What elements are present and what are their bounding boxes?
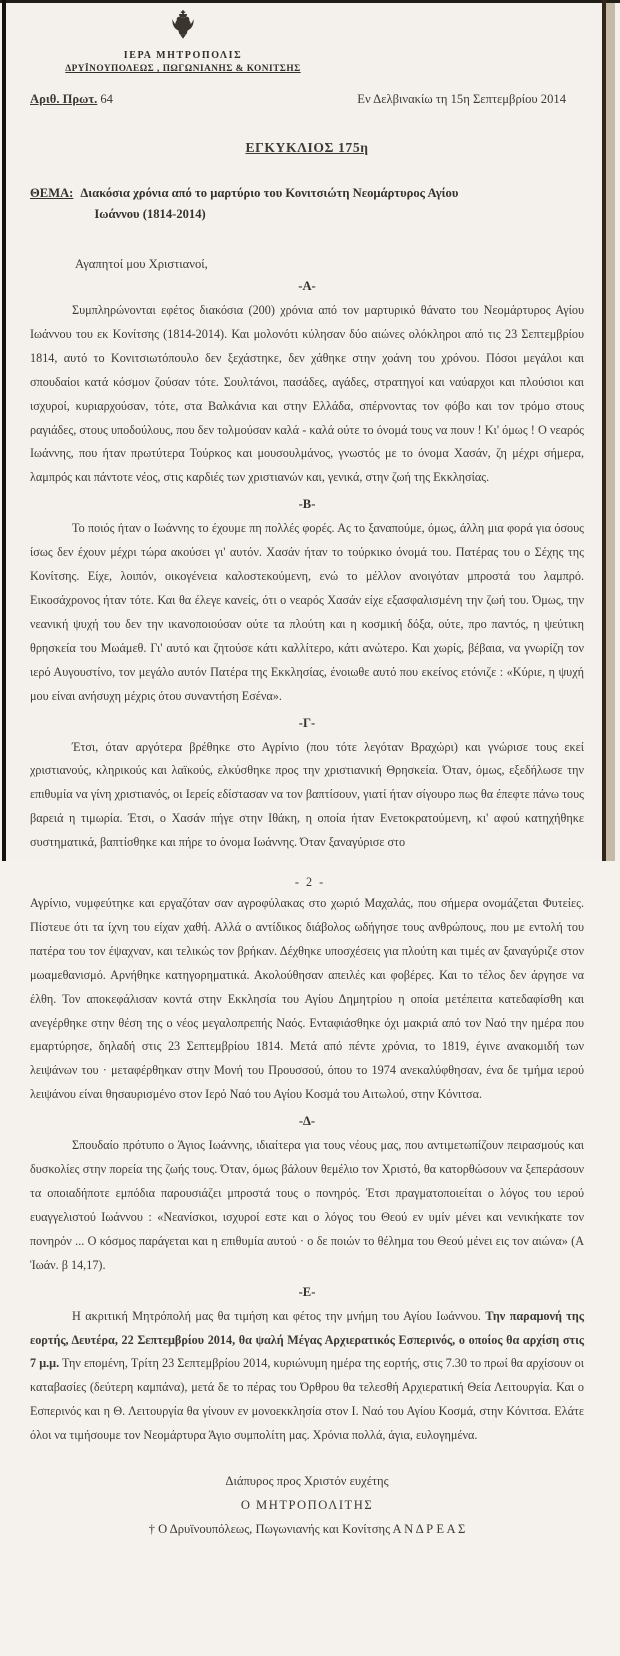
protocol-number: 64 <box>100 92 113 106</box>
section-marker-a: -Α- <box>298 279 316 293</box>
document-title: ΕΓΚΥΚΛΙΟΣ 175η <box>245 140 369 155</box>
section-marker-c: -Γ- <box>298 715 316 730</box>
metropolis-regions: ΔΡΥΪΝΟΥΠΟΛΕΩΣ , ΠΩΓΩΝΙΑΝΗΣ & ΚΟΝΙΤΣΗΣ <box>65 64 301 74</box>
paragraph-d: Σπουδαίο πρότυπο ο Άγιος Ιωάννης, ιδιαίτερα για τους νέους μας, που αντιμετωπίζουν πειρασμούς και δυσκολίες στην πορεία της ζωής τους. Όταν, όμως βάλουν θεμέλιο τον Χριστό, θα κατορθώσουν να ξεπεράσουν τα οποιαδήποτε εμπόδια παρουσιάζει μπροστά τους ο πονηρός. Έτσι πραγματοποιείται ο λόγος του ιερού ευαγγελιστού Ιωάννου : «Νεανίσκοι, ισχυροί εστε και ο λόγος του Θεού εν υμίν μένει και νενικήκατε τον πονηρόν ... Ο κόσμος παράγεται και η επιθυμία αυτού · ο δε ποιών το θέλημα του Θεού μένει εις τον αιώνα» (Α Ἰωάν. β 14,17). <box>30 1138 584 1272</box>
subject-line-1: Διακόσια χρόνια από το μαρτύριο του Κονιτσιώτη Νεομάρτυρος Αγίου <box>80 186 459 200</box>
paragraph-a: Συμπληρώνονται εφέτος διακόσια (200) χρόνια από τον μαρτυρικό θάνατο του Νεομάρτυρος Αγίου Ιωάννου του εκ Κονίτσης (1814-2014). Και μολονότι κύλησαν δύο αιώνες ολόκληροι από τις 23 Σεπτεμβρίου 1814, αυτό το Κονιτσιωτόπουλο δεν ξεχάστηκε, δεν χάθηκε στην χοάνη του χρόνου. Πόσοι μεγάλοι και σπουδαίοι κατά κόσμον ζούσαν τότε. Σουλτάνοι, πασάδες, αγάδες, στρατηγοί και ναύαρχοι και πλούσιοι και ισχυροί, κυριαρχούσαν, τότε, στα Βαλκάνια και στην Ελλάδα, σπέρνοντας τον φόβο και τον τρόμο στους ραγιάδες, στους υποδούλους, που δεν τολμούσαν καλά - καλά ούτε το όνομά τους να πουν ! Κι' όμως ! Ο νεαρός Ιωάννης, που ήταν πρωτύτερα Τούρκος και μουσουλμάνος, γνωστός με το όνομα Χασάν, ζη μέχρι σήμερα, λαμπρός και πάντοτε νέος, στις καρδιές των χριστιανών και, γενικά, στην ζωή της Εκκλησίας. <box>30 303 584 485</box>
subject-line-2: Ιωάννου (1814-2014) <box>94 207 206 221</box>
scan-border-top <box>0 0 620 3</box>
document-title-row <box>30 139 584 157</box>
closing-blessing: Διάπυρος προς Χριστόν ευχέτης <box>225 1474 389 1489</box>
paragraph-e <box>30 1305 584 1448</box>
paragraph-b: Το ποιός ήταν ο Ιωάννης το έχουμε πη πολλές φορές. Ας το ξαναπούμε, όμως, άλλη μια φορά για όσους ίσως δεν έχουν μέχρι τώρα ακούσει γι' αυτόν. Χασάν ήταν το τούρκικο όνομά του. Πατέρας του ο Σέχης της Κονίτσης. Είχε, λοιπόν, οικογένεια καλοστεκούμενη, ενώ το μέλλον ανοιγόταν μπροστά του λαμπρό. Εικοσάχρονος ήταν τότε. Και θα έλεγε κανείς, ότι ο νεαρός Χασάν είχε εξασφαλισμένη την ζωή του. Όμως, την νεανική ψυχή του δεν την ικανοποιούσαν ούτε τα πλούτη και η κοσμική δόξα, ούτε, προ παντός, η ψεύτικη θρησκεία του Μωάμεθ. Γι' αυτό και ζητούσε κάτι καλλίτερο, κάτι ανώτερο. Και χωρίς, βέβαια, να γνωρίζη τον ιερό Αυγουστίνο, τον μεγάλο αυτόν Πατέρα της Εκκλησίας, ένοιωθε αυτό που εκείνος ετόνιζε : «Κύριε, η ψυχή μου είναι ανήσυχη μέχρις ότου συναντήση Εσένα». <box>30 521 584 703</box>
signature-block <box>30 1474 584 1537</box>
scan-border-right-shade <box>606 0 615 861</box>
page-2 <box>0 875 620 1537</box>
section-marker-d: -Δ- <box>298 1114 316 1129</box>
paragraph-e-normal-2: Την επομένη, Τρίτη 23 Σεπτεμβρίου 2014, κυριώνυμη ημέρα της εορτής, στις 7.30 το πρωί θα αρχίσουν οι καταβασίες (δεύτερη καμπάνα), μετά δε το πέρας του Όρθρου θα τελεσθή Αρχιερατική Θεία Λειτουργία. Και ο Εσπερινός και η Θ. Λειτουργία θα γίνουν εν μονοεκκλησία στον Ι. Ναό του Αγίου Κοσμά, στην Κόνιτσα. Ελάτε όλοι να τιμήσουμε τον Νεομάρτυρα Άγιο συμπολίτη μας. Χρόνια πολλά, άγια, ευλογημένα. <box>30 1356 584 1443</box>
paragraph-c-continuation: Αγρίνιο, νυμφεύτηκε και εργαζόταν σαν αγροφύλακας στο χωριό Μαχαλάς, που σήμερα ονομάζεται Φυτείες. Πίστευε ότι τα ίχνη του είχαν χαθή. Αλλά ο αντίδικος διάβολος ωδήγησε τους ανθρώπους, που με εντολή του πατέρα του τον έψαχναν, και τελικώς τον βρήκαν. Δέχθηκε υποσχέσεις για πλούτη και τιμές αν ξαναγύριζε στον μωαμεθανισμό. Αρνήθηκε κατηγορηματικά. Ακολούθησαν απειλές και φοβέρες. Και το τέλος δεν άργησε να έλθη. Τον αποκεφάλισαν κοντά στην Εκκλησία του Αγίου Δημητρίου η οποία μετέπειτα κατεδαφίσθη και ανεγέρθηκε στην θέση της ο νέος μεγαλοπρεπής Ναός. Ενταφιάσθηκε όχι μακριά από τον Ναό την ημέρα που εμαρτύρησε, δηλαδή στις 23 Σεπτεμβρίου 1814. Μετά από πέντε χρόνια, το 1819, έγινε ανακομιδή των λειψάνων του · μεταφέρθηκαν στην Μονή του Προυσσού, όπου το 1974 ανεκαλύφθησαν, ένα δε τμήμα ιερού λειψάνου είναι θησαυρισμένο στον Ιερό Ναό του Αγίου Κοσμά του Αιτωλού, στην Κόνιτσα. <box>30 896 584 1102</box>
dateline: Εν Δελβινακίω τη 15η Σεπτεμβρίου 2014 <box>357 92 566 106</box>
subject-text <box>80 183 458 225</box>
protocol-date-row <box>30 92 584 107</box>
protocol-label: Αριθ. Πρωτ. <box>30 92 98 106</box>
page-2-number: - 2 - <box>294 875 326 890</box>
closing-title: Ο ΜΗΤΡΟΠΟΛΙΤΗΣ <box>240 1498 374 1513</box>
scan-border-right <box>602 0 606 861</box>
double-headed-eagle-icon <box>172 10 194 45</box>
letterhead <box>58 10 308 74</box>
metropolis-name: ΙΕΡΑ ΜΗΤΡΟΠΟΛΙΣ <box>123 50 243 61</box>
subject-label: ΘΕΜΑ: <box>30 186 74 200</box>
paragraph-e-normal-1: Η ακριτική Μητρόπολή μας θα τιμήση και φέτος την μνήμη του Αγίου Ιωάννου. <box>72 1308 486 1323</box>
salutation: Αγαπητοί μου Χριστιανοί, <box>75 257 208 271</box>
scan-border-left <box>2 0 6 861</box>
subject-block <box>30 183 584 225</box>
paragraph-e-bold-announcement: Την παραμονή της εορτής, Δευτέρα, 22 Σεπτεμβρίου 2014, θα ψαλή Μέγας Αρχιερατικός Εσπερινός, ο οποίος θα αρχίση στις 7 μ.μ. <box>30 1308 584 1371</box>
section-marker-b: -Β- <box>298 497 316 512</box>
protocol-field <box>30 92 113 107</box>
section-marker-e: -Ε- <box>298 1284 316 1299</box>
closing-signature: † Ο Δρυϊνουπόλεως, Πωγωνιανής και Κονίτσης Α Ν Δ Ρ Ε Α Σ <box>148 1522 466 1537</box>
page-2-content <box>0 890 620 1537</box>
paragraph-c: Έτσι, όταν αργότερα βρέθηκε στο Αγρίνιο (που τότε λεγόταν Βραχώρι) και γνώρισε τους εκεί χριστιανούς, κληρικούς και λαϊκούς, ελκύσθηκε προς την χριστιανική Θρησκεία. Όταν, όμως, εξεδήλωσε την επιθυμία να γίνη χριστιανός, οι Ιερείς εδίστασαν να τον βαπτίσουν, γιατί ήταν σίγουρο πως θα έπεφτε πάνω τους βαρειά η τιμωρία. Έτσι, ο Χασάν πήγε στην Ιθάκη, η οποία ήταν Ενετοκρατούμενη, κι' αφού κατηχήθηκε συστηματικά, βαπτίσθηκε και πήρε το όνομα Ιωάννης. Όταν ξαναγύρισε στο <box>30 739 584 850</box>
